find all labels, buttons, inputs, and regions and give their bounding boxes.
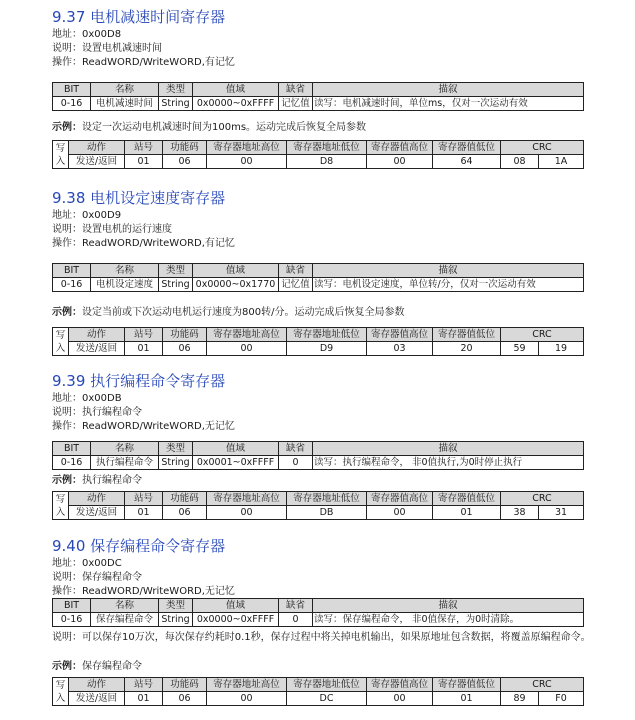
header-default: 缺省 [279, 264, 313, 278]
header-bit: BIT [53, 442, 91, 456]
cell-type: String [159, 613, 193, 627]
cell-val-lo: 01 [433, 692, 501, 706]
section-9-37 [52, 8, 612, 70]
header-type: 类型 [159, 83, 193, 97]
header-desc: 描叙 [313, 442, 584, 456]
header-station: 站号 [125, 328, 163, 342]
header-val-lo: 寄存器值低位 [433, 328, 501, 342]
example-label: 示例： [52, 475, 82, 486]
save-note: 说明：可以保存10万次，每次保存约耗时0.1秒，保存过程中将关掉电机输出，如果原地址包含数据，将覆盖原编程命令。 [52, 632, 591, 643]
header-bit: BIT [53, 264, 91, 278]
register-table [52, 263, 584, 292]
table-row [53, 278, 584, 292]
header-type: 类型 [159, 599, 193, 613]
cell-val-hi: 00 [367, 506, 433, 520]
write-cell [53, 328, 69, 356]
header-type: 类型 [159, 442, 193, 456]
cell-addr-hi: 00 [207, 342, 287, 356]
table-row [53, 506, 584, 520]
header-default: 缺省 [279, 442, 313, 456]
header-type: 类型 [159, 264, 193, 278]
header-default: 缺省 [279, 599, 313, 613]
cell-crc-1: 08 [501, 155, 539, 169]
header-desc: 描叙 [313, 264, 584, 278]
cell-crc-2: 1A [539, 155, 584, 169]
cell-default: 0 [279, 456, 313, 470]
cell-name: 保存编程命令 [91, 613, 159, 627]
header-name: 名称 [91, 264, 159, 278]
register-table [52, 598, 584, 627]
cell-crc-1: 59 [501, 342, 539, 356]
header-bit: BIT [53, 83, 91, 97]
write-cell [53, 492, 69, 520]
header-addr-lo: 寄存器地址低位 [287, 678, 367, 692]
table-row [53, 456, 584, 470]
address-line: 地址：0x00D9 [52, 210, 122, 221]
header-range: 值域 [193, 83, 279, 97]
write-label-2: 入 [55, 342, 66, 354]
frame-table [52, 327, 584, 356]
cell-val-hi: 00 [367, 155, 433, 169]
section-title: 9.37 电机减速时间寄存器 [52, 8, 226, 26]
cell-desc: 读写：保存编程命令， 非0值保存，为0时清除。 [313, 613, 584, 627]
example-label: 示例： [52, 307, 82, 318]
cell-func: 06 [163, 692, 207, 706]
header-val-lo: 寄存器值低位 [433, 141, 501, 155]
header-action: 动作 [69, 492, 125, 506]
header-desc: 描叙 [313, 599, 584, 613]
header-val-lo: 寄存器值低位 [433, 492, 501, 506]
frame-table [52, 677, 584, 706]
frame-table [52, 140, 584, 169]
header-default: 缺省 [279, 83, 313, 97]
cell-func: 06 [163, 155, 207, 169]
example-line [52, 474, 142, 488]
write-label-2: 入 [55, 692, 66, 704]
cell-desc: 读写：电机设定速度，单位转/分，仅对一次运动有效 [313, 278, 584, 292]
cell-type: String [159, 97, 193, 111]
header-action: 动作 [69, 328, 125, 342]
cell-bit: 0-16 [53, 278, 91, 292]
cell-addr-lo: DC [287, 692, 367, 706]
header-addr-hi: 寄存器地址高位 [207, 141, 287, 155]
header-crc: CRC [501, 678, 584, 692]
write-label: 写 [55, 329, 66, 341]
write-label: 写 [55, 679, 66, 691]
header-func: 功能码 [163, 141, 207, 155]
cell-bit: 0-16 [53, 97, 91, 111]
cell-addr-hi: 00 [207, 155, 287, 169]
table-row [53, 692, 584, 706]
header-addr-hi: 寄存器地址高位 [207, 678, 287, 692]
example-line [52, 121, 366, 135]
cell-name: 电机减速时间 [91, 97, 159, 111]
cell-addr-hi: 00 [207, 506, 287, 520]
cell-crc-1: 38 [501, 506, 539, 520]
cell-range: 0x0000~0xFFFF [193, 97, 279, 111]
cell-action: 发送/返回 [69, 155, 125, 169]
cell-type: String [159, 278, 193, 292]
operation-line: 操作：ReadWORD/WriteWORD,有记忆 [52, 57, 235, 68]
header-action: 动作 [69, 141, 125, 155]
cell-val-hi: 03 [367, 342, 433, 356]
example-text: 设定一次运动电机减速时间为100ms。运动完成后恢复全局参数 [82, 122, 367, 133]
header-addr-hi: 寄存器地址高位 [207, 328, 287, 342]
header-desc: 描叙 [313, 83, 584, 97]
description-line: 说明：保存编程命令 [52, 572, 142, 583]
header-station: 站号 [125, 141, 163, 155]
header-bit: BIT [53, 599, 91, 613]
header-addr-lo: 寄存器地址低位 [287, 492, 367, 506]
cell-name: 电机设定速度 [91, 278, 159, 292]
cell-range: 0x0000~0xFFFF [193, 613, 279, 627]
cell-station: 01 [125, 155, 163, 169]
example-line [52, 306, 404, 320]
cell-bit: 0-16 [53, 613, 91, 627]
header-action: 动作 [69, 678, 125, 692]
cell-station: 01 [125, 692, 163, 706]
cell-action: 发送/返回 [69, 692, 125, 706]
cell-desc: 读写：执行编程命令， 非0值执行,为0时停止执行 [313, 456, 584, 470]
register-table [52, 441, 584, 470]
example-text: 执行编程命令 [82, 475, 142, 486]
cell-desc: 读写：电机减速时间，单位ms，仅对一次运动有效 [313, 97, 584, 111]
cell-val-hi: 00 [367, 692, 433, 706]
cell-val-lo: 20 [433, 342, 501, 356]
write-label-2: 入 [55, 155, 66, 167]
header-val-lo: 寄存器值低位 [433, 678, 501, 692]
cell-val-lo: 01 [433, 506, 501, 520]
header-func: 功能码 [163, 678, 207, 692]
section-9-38 [52, 189, 612, 251]
write-label-2: 入 [55, 506, 66, 518]
header-range: 值域 [193, 442, 279, 456]
section-9-40 [52, 537, 612, 599]
header-val-hi: 寄存器值高位 [367, 328, 433, 342]
section-9-39 [52, 372, 612, 434]
example-line [52, 660, 142, 674]
header-val-hi: 寄存器值高位 [367, 141, 433, 155]
write-label: 写 [55, 493, 66, 505]
example-text: 设定当前或下次运动电机运行速度为800转/分。运动完成后恢复全局参数 [82, 307, 405, 318]
header-name: 名称 [91, 599, 159, 613]
address-line: 地址：0x00D8 [52, 29, 122, 40]
header-func: 功能码 [163, 492, 207, 506]
section-title: 9.39 执行编程命令寄存器 [52, 372, 226, 390]
cell-func: 06 [163, 342, 207, 356]
address-line: 地址：0x00DC [52, 558, 122, 569]
cell-bit: 0-16 [53, 456, 91, 470]
description-line: 说明：设置电机减速时间 [52, 43, 162, 54]
cell-action: 发送/返回 [69, 506, 125, 520]
description-line: 说明：执行编程命令 [52, 407, 142, 418]
cell-action: 发送/返回 [69, 342, 125, 356]
table-row [53, 155, 584, 169]
header-addr-lo: 寄存器地址低位 [287, 328, 367, 342]
header-val-hi: 寄存器值高位 [367, 492, 433, 506]
operation-line: 操作：ReadWORD/WriteWORD,有记忆 [52, 238, 235, 249]
write-cell [53, 141, 69, 169]
cell-default: 0 [279, 613, 313, 627]
cell-crc-1: 89 [501, 692, 539, 706]
cell-default: 记忆值 [279, 278, 313, 292]
cell-crc-2: F0 [539, 692, 584, 706]
write-cell [53, 678, 69, 706]
cell-type: String [159, 456, 193, 470]
cell-name: 执行编程命令 [91, 456, 159, 470]
header-station: 站号 [125, 678, 163, 692]
example-text: 保存编程命令 [82, 661, 142, 672]
cell-val-lo: 64 [433, 155, 501, 169]
header-func: 功能码 [163, 328, 207, 342]
section-title: 9.40 保存编程命令寄存器 [52, 537, 226, 555]
cell-station: 01 [125, 342, 163, 356]
cell-station: 01 [125, 506, 163, 520]
write-label: 写 [55, 142, 66, 154]
frame-table [52, 491, 584, 520]
cell-addr-hi: 00 [207, 692, 287, 706]
example-label: 示例： [52, 661, 82, 672]
cell-range: 0x0000~0x1770 [193, 278, 279, 292]
header-addr-lo: 寄存器地址低位 [287, 141, 367, 155]
cell-func: 06 [163, 506, 207, 520]
cell-addr-lo: DB [287, 506, 367, 520]
cell-crc-2: 19 [539, 342, 584, 356]
address-line: 地址：0x00DB [52, 393, 122, 404]
header-name: 名称 [91, 83, 159, 97]
operation-line: 操作：ReadWORD/WriteWORD,无记忆 [52, 586, 235, 597]
header-station: 站号 [125, 492, 163, 506]
header-name: 名称 [91, 442, 159, 456]
header-crc: CRC [501, 328, 584, 342]
table-row [53, 613, 584, 627]
operation-line: 操作：ReadWORD/WriteWORD,无记忆 [52, 421, 235, 432]
example-label: 示例： [52, 122, 82, 133]
cell-crc-2: 31 [539, 506, 584, 520]
table-row [53, 97, 584, 111]
register-table [52, 82, 584, 111]
header-crc: CRC [501, 492, 584, 506]
cell-addr-lo: D9 [287, 342, 367, 356]
header-crc: CRC [501, 141, 584, 155]
cell-addr-lo: D8 [287, 155, 367, 169]
header-addr-hi: 寄存器地址高位 [207, 492, 287, 506]
section-title: 9.38 电机设定速度寄存器 [52, 189, 226, 207]
table-row [53, 342, 584, 356]
cell-default: 记忆值 [279, 97, 313, 111]
header-range: 值域 [193, 264, 279, 278]
header-val-hi: 寄存器值高位 [367, 678, 433, 692]
cell-range: 0x0001~0xFFFF [193, 456, 279, 470]
header-range: 值域 [193, 599, 279, 613]
description-line: 说明：设置电机的运行速度 [52, 224, 172, 235]
